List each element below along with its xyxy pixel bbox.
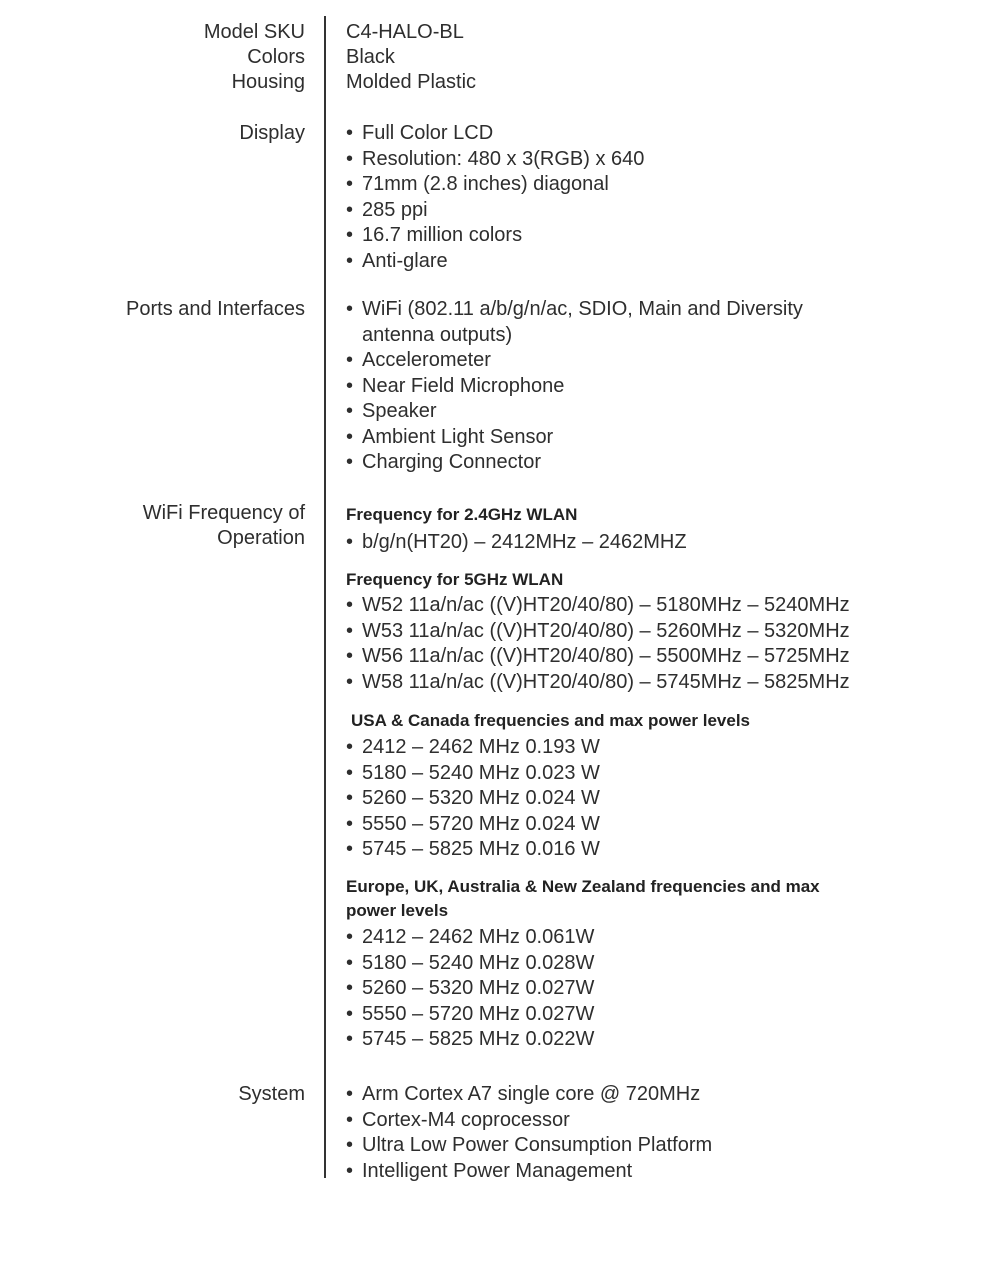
list-item: • 285 ppi [346, 198, 644, 224]
list-item: • 2412 – 2462 MHz 0.061W [346, 925, 594, 951]
list-item: • Near Field Microphone [346, 374, 803, 400]
value-model-sku: C4-HALO-BL [346, 21, 464, 43]
list-item: • Anti-glare [346, 249, 644, 275]
list-item: • Charging Connector [346, 450, 803, 476]
system-list [346, 1082, 712, 1184]
value-colors: Black [346, 46, 395, 68]
list-item: • Full Color LCD [346, 121, 644, 147]
heading-europe-line-2: power levels [346, 901, 449, 920]
list-item: • 5260 – 5320 MHz 0.024 W [346, 786, 600, 812]
list-item: • b/g/n(HT20) – 2412MHz – 2462MHZ [346, 530, 687, 556]
list-item: • 5180 – 5240 MHz 0.028W [346, 951, 594, 977]
list-item: • 5745 – 5825 MHz 0.022W [346, 1027, 594, 1053]
wifi-line-2: antenna outputs) [362, 323, 513, 346]
list-item: • 5180 – 5240 MHz 0.023 W [346, 761, 600, 787]
heading-5ghz: Frequency for 5GHz WLAN [346, 570, 564, 589]
list-item: • Resolution: 480 x 3(RGB) x 640 [346, 147, 644, 173]
list-24ghz [346, 530, 687, 556]
label-wifi-line-2: Operation [217, 526, 305, 549]
heading-europe-line-1: Europe, UK, Australia & New Zealand frequencies and max [346, 877, 820, 896]
list-item: • W53 11a/n/ac ((V)HT20/40/80) – 5260MHz – 5320MHz [346, 619, 850, 645]
display-list [346, 121, 644, 274]
list-item: • 5550 – 5720 MHz 0.024 W [346, 812, 600, 838]
wifi-line-1: WiFi (802.11 a/b/g/n/ac, SDIO, Main and Diversity [362, 298, 803, 320]
list-item: • Speaker [346, 399, 803, 425]
label-housing: Housing [231, 71, 305, 93]
heading-europe [346, 875, 820, 923]
list-item: • W58 11a/n/ac ((V)HT20/40/80) – 5745MHz – 5825MHz [346, 670, 850, 696]
ports-list [346, 297, 803, 476]
list-item: • Ambient Light Sensor [346, 425, 803, 451]
value-housing: Molded Plastic [346, 71, 477, 93]
label-model-sku: Model SKU [203, 21, 305, 43]
list-item: • 2412 – 2462 MHz 0.193 W [346, 735, 600, 761]
list-item: • 16.7 million colors [346, 223, 644, 249]
list-europe [346, 925, 594, 1053]
label-wifi-line-1: WiFi Frequency of [142, 502, 305, 524]
list-item-wifi [346, 297, 803, 348]
list-item: • W52 11a/n/ac ((V)HT20/40/80) – 5180MHz – 5240MHz [346, 593, 850, 619]
list-5ghz [346, 593, 850, 695]
label-ports: Ports and Interfaces [126, 298, 305, 320]
label-system: System [238, 1083, 305, 1105]
heading-usa-canada: USA & Canada frequencies and max power levels [351, 711, 751, 730]
list-usa-canada [346, 735, 600, 863]
list-item: • 5260 – 5320 MHz 0.027W [346, 976, 594, 1002]
list-item: • 5550 – 5720 MHz 0.027W [346, 1002, 594, 1028]
list-item: • 5745 – 5825 MHz 0.016 W [346, 837, 600, 863]
list-item: • 71mm (2.8 inches) diagonal [346, 172, 644, 198]
list-item: • Cortex-M4 coprocessor [346, 1108, 712, 1134]
heading-24ghz: Frequency for 2.4GHz WLAN [346, 505, 578, 524]
label-wifi-frequency [143, 501, 305, 550]
label-display: Display [239, 122, 305, 144]
label-colors: Colors [247, 46, 305, 68]
list-item: • W56 11a/n/ac ((V)HT20/40/80) – 5500MHz – 5725MHz [346, 644, 850, 670]
list-item: • Intelligent Power Management [346, 1159, 712, 1185]
list-item: • Ultra Low Power Consumption Platform [346, 1133, 712, 1159]
list-item: • Accelerometer [346, 348, 803, 374]
column-divider [324, 16, 326, 1178]
list-item: • Arm Cortex A7 single core @ 720MHz [346, 1082, 712, 1108]
